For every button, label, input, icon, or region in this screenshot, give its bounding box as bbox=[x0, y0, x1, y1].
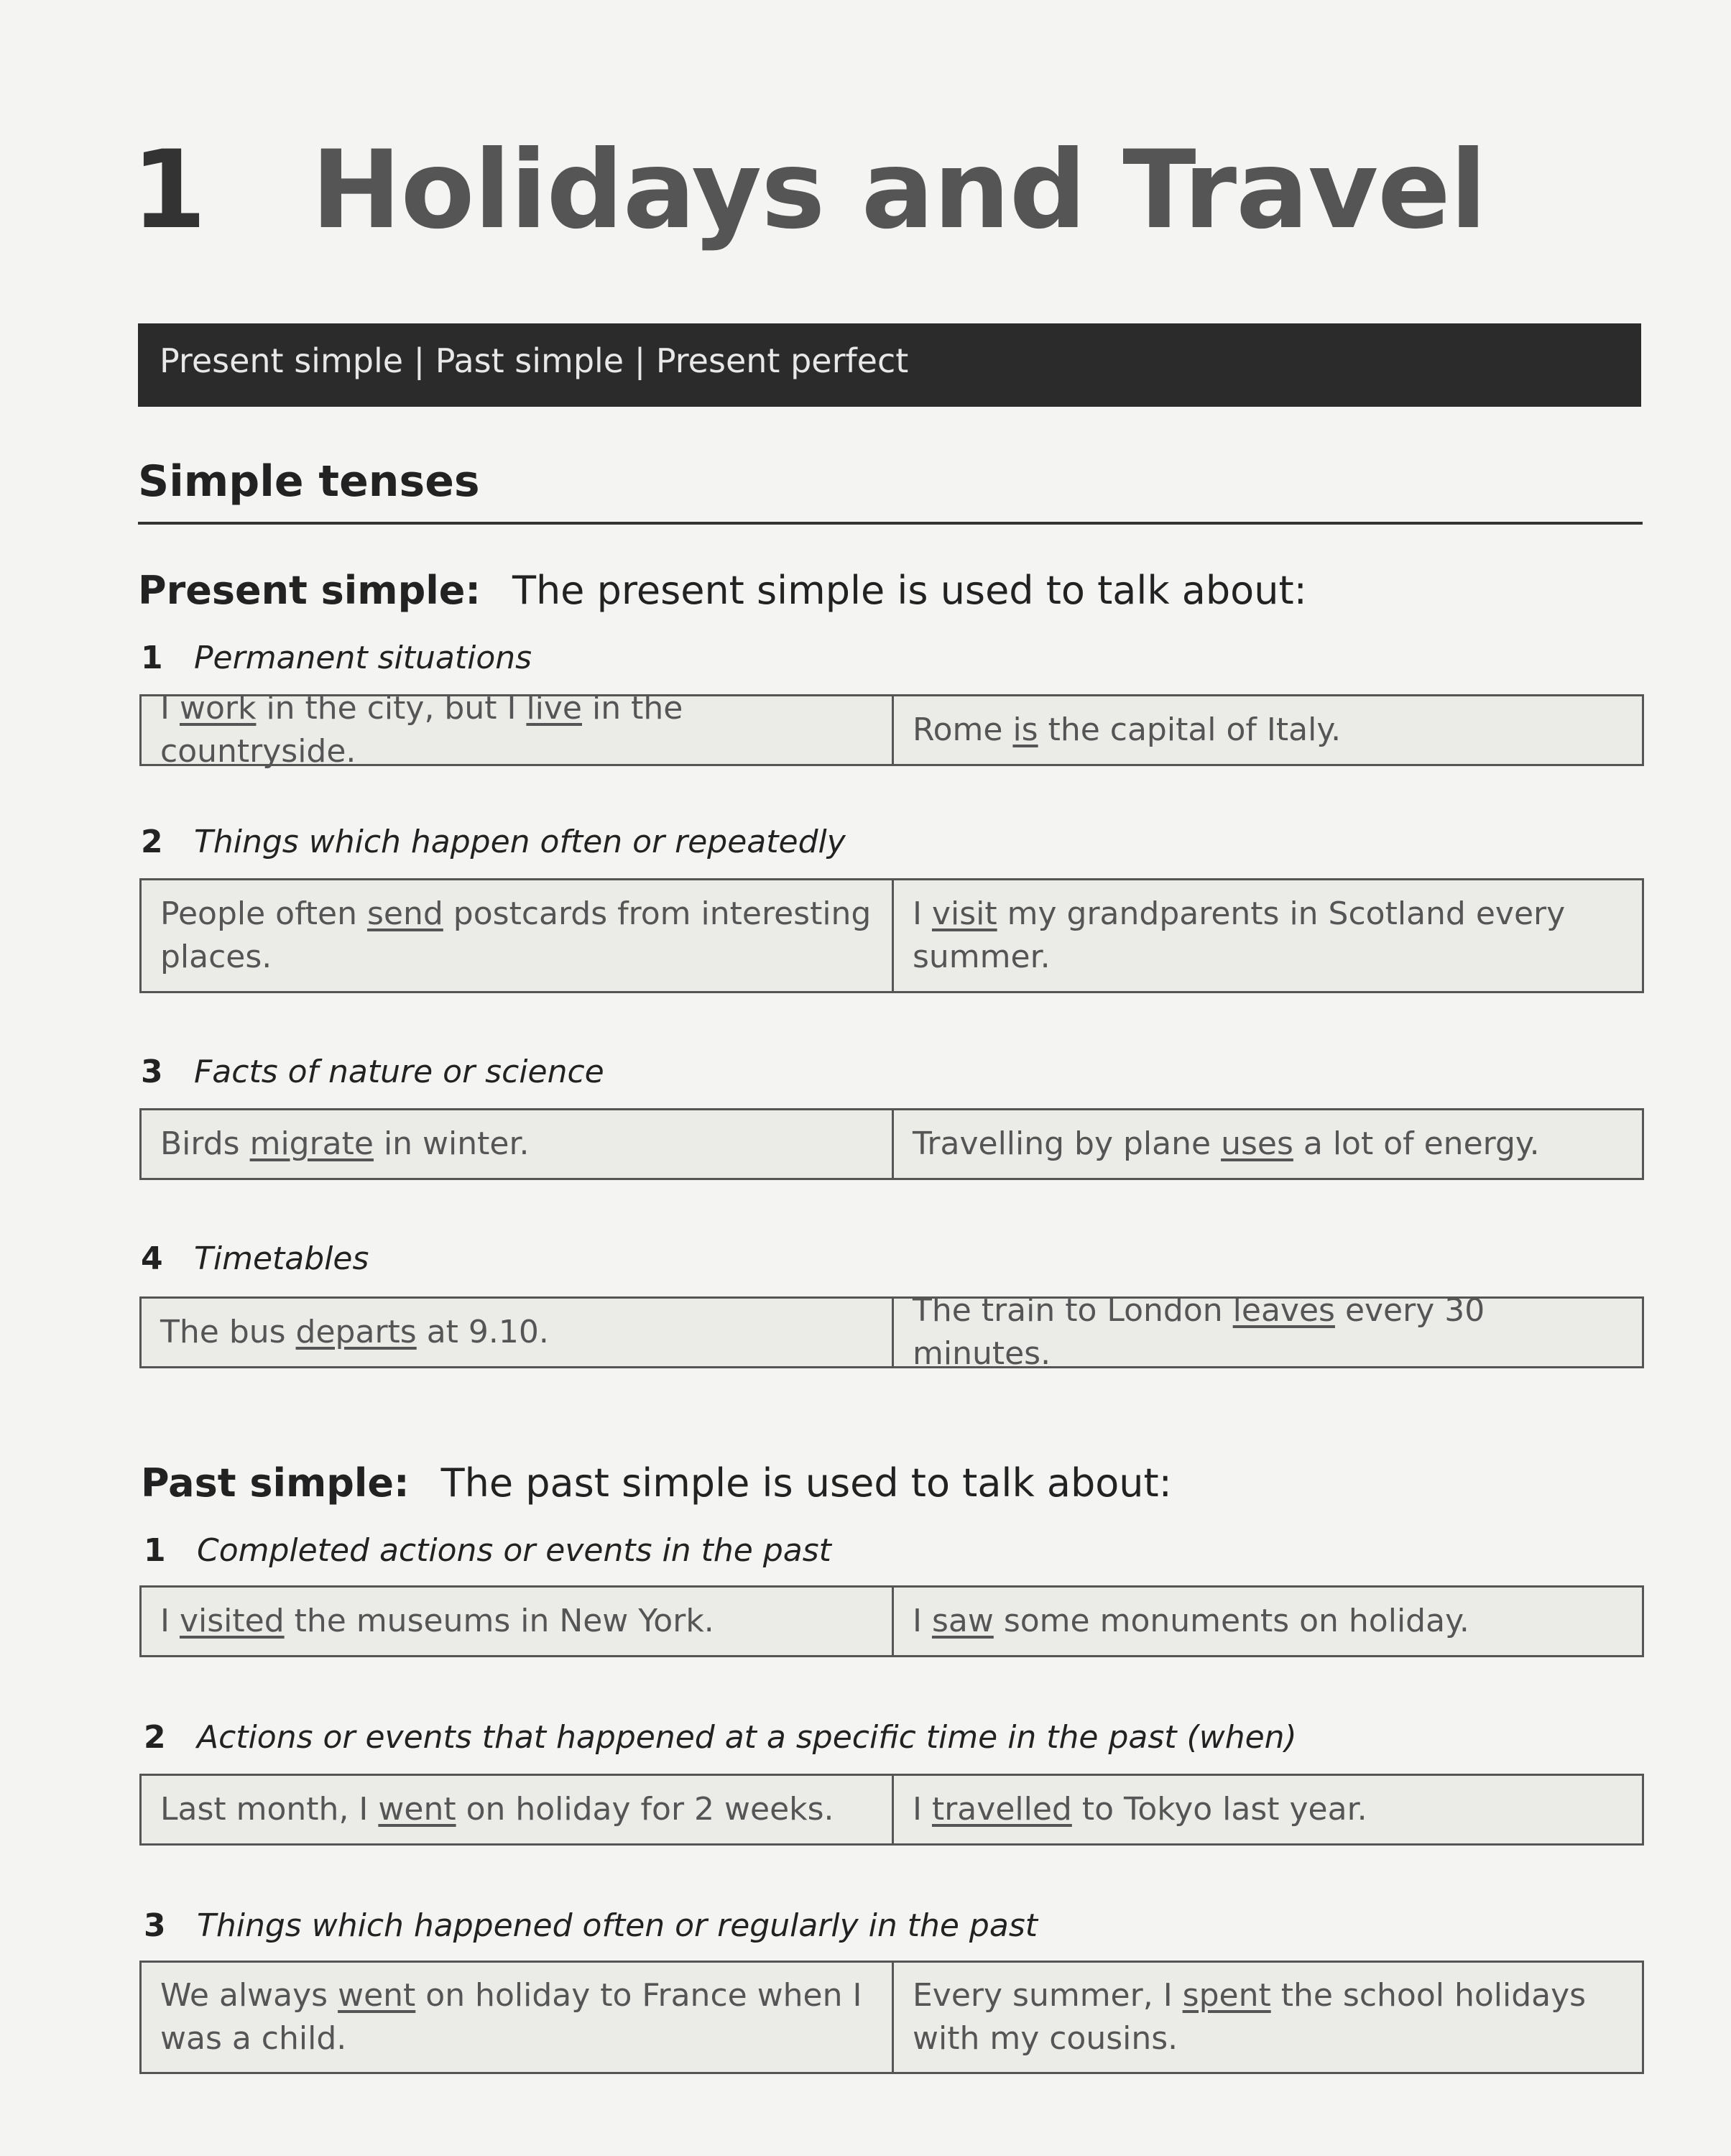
sentence-text bbox=[160, 1600, 714, 1643]
highlighted-verb: live bbox=[526, 690, 582, 727]
sentence-text bbox=[913, 1123, 1540, 1166]
sentence-fragment: in the countryside. bbox=[160, 690, 683, 770]
past-item-2-examples bbox=[139, 1774, 1644, 1846]
item-number: 2 bbox=[141, 824, 163, 860]
sentence-text bbox=[160, 1123, 530, 1166]
example-sentence bbox=[892, 880, 1642, 991]
sentence-fragment: I bbox=[913, 1791, 932, 1828]
present-item-4-examples bbox=[139, 1292, 1644, 1372]
sentence-fragment: Rome bbox=[913, 711, 1013, 748]
present-item-4-label bbox=[141, 1240, 369, 1277]
sentence-fragment: People often bbox=[160, 895, 367, 932]
sentence-text bbox=[160, 1974, 873, 2060]
sentence-fragment: I bbox=[160, 1603, 180, 1639]
past-item-1-label bbox=[144, 1532, 831, 1569]
present-item-1-label bbox=[141, 640, 532, 676]
item-number: 3 bbox=[144, 1907, 166, 1944]
example-sentence bbox=[892, 1963, 1642, 2072]
sentence-fragment: Birds bbox=[160, 1125, 250, 1162]
sentence-text bbox=[913, 709, 1341, 752]
present-item-2-examples bbox=[139, 878, 1644, 993]
present-simple-intro: The present simple is used to talk about: bbox=[512, 568, 1307, 613]
highlighted-verb: uses bbox=[1221, 1125, 1293, 1162]
topic-bar: Present simple | Past simple | Present perfect bbox=[138, 323, 1641, 407]
sentence-text bbox=[913, 1289, 1623, 1376]
chapter-title: Holidays and Travel bbox=[311, 128, 1487, 253]
highlighted-verb: migrate bbox=[249, 1125, 374, 1162]
highlighted-verb: leaves bbox=[1232, 1292, 1335, 1329]
sentence-fragment: on holiday for 2 weeks. bbox=[456, 1791, 834, 1828]
present-simple-label: Present simple: bbox=[138, 568, 481, 613]
sentence-fragment: I bbox=[913, 1603, 932, 1639]
sentence-text bbox=[913, 1788, 1367, 1831]
item-description: Completed actions or events in the past bbox=[197, 1532, 831, 1569]
sentence-text bbox=[913, 1600, 1469, 1643]
sentence-text bbox=[913, 1974, 1623, 2060]
item-description: Things which happened often or regularly in the past bbox=[197, 1907, 1038, 1944]
highlighted-verb: travelled bbox=[931, 1791, 1072, 1828]
sentence-fragment: We always bbox=[160, 1977, 338, 2014]
highlighted-verb: is bbox=[1012, 711, 1038, 748]
sentence-fragment: a lot of energy. bbox=[1293, 1125, 1540, 1162]
sentence-fragment: the school holidays with my cousins. bbox=[913, 1977, 1587, 2057]
highlighted-verb: went bbox=[338, 1977, 416, 2014]
example-sentence bbox=[892, 1776, 1642, 1843]
sentence-text bbox=[160, 687, 873, 773]
sentence-fragment: in winter. bbox=[373, 1125, 530, 1162]
item-description: Facts of nature or science bbox=[194, 1054, 604, 1090]
example-sentence bbox=[892, 1292, 1642, 1372]
past-simple-label: Past simple: bbox=[141, 1460, 410, 1506]
example-sentence bbox=[892, 1110, 1642, 1178]
highlighted-verb: departs bbox=[295, 1314, 417, 1350]
item-description: Permanent situations bbox=[194, 640, 532, 676]
highlighted-verb: spent bbox=[1182, 1977, 1271, 2014]
sentence-text bbox=[160, 893, 873, 979]
sentence-fragment: Last month, I bbox=[160, 1791, 379, 1828]
item-description: Actions or events that happened at a specific time in the past (when) bbox=[197, 1719, 1297, 1756]
example-sentence bbox=[142, 1110, 892, 1178]
item-number: 1 bbox=[141, 640, 163, 676]
highlighted-verb: went bbox=[378, 1791, 456, 1828]
past-simple-heading bbox=[141, 1460, 1172, 1506]
item-number: 4 bbox=[141, 1240, 163, 1277]
present-item-2-label bbox=[141, 824, 846, 860]
sentence-text bbox=[160, 1311, 549, 1354]
sentence-fragment: on holiday to France when I was a child. bbox=[160, 1977, 862, 2057]
present-simple-heading bbox=[138, 568, 1307, 613]
item-number: 2 bbox=[144, 1719, 166, 1756]
sentence-fragment: Every summer, I bbox=[913, 1977, 1183, 2014]
item-number: 3 bbox=[141, 1054, 163, 1090]
sentence-fragment: The train to London bbox=[913, 1292, 1233, 1329]
present-item-1-examples bbox=[139, 690, 1644, 770]
sentence-fragment: every 30 minutes. bbox=[913, 1292, 1485, 1372]
chapter-number: 1 bbox=[131, 128, 207, 253]
sentence-fragment: I bbox=[913, 895, 932, 932]
example-sentence bbox=[142, 1299, 892, 1366]
sentence-text bbox=[160, 1788, 834, 1831]
past-item-3-label bbox=[144, 1907, 1038, 1944]
sentence-fragment: I bbox=[160, 690, 180, 727]
sentence-text bbox=[913, 893, 1623, 979]
present-item-3-label bbox=[141, 1054, 604, 1090]
item-description: Timetables bbox=[194, 1240, 369, 1277]
example-sentence bbox=[142, 1963, 892, 2072]
item-description: Things which happen often or repeatedly bbox=[194, 824, 846, 860]
sentence-fragment: postcards from interesting places. bbox=[160, 895, 872, 975]
present-item-3-examples bbox=[139, 1108, 1644, 1180]
past-item-2-label bbox=[144, 1719, 1297, 1756]
section-title: Simple tenses bbox=[138, 456, 480, 507]
example-sentence bbox=[892, 1588, 1642, 1655]
past-item-1-examples bbox=[139, 1585, 1644, 1657]
past-simple-intro: The past simple is used to talk about: bbox=[440, 1460, 1172, 1506]
sentence-fragment: at 9.10. bbox=[416, 1314, 549, 1350]
sentence-fragment: Travelling by plane bbox=[913, 1125, 1222, 1162]
highlighted-verb: send bbox=[367, 895, 443, 932]
example-sentence bbox=[142, 1588, 892, 1655]
example-sentence bbox=[892, 696, 1642, 764]
sentence-fragment: my grandparents in Scotland every summer. bbox=[913, 895, 1566, 975]
item-number: 1 bbox=[144, 1532, 166, 1569]
chapter-heading bbox=[131, 128, 1486, 253]
example-sentence bbox=[142, 1776, 892, 1843]
highlighted-verb: visited bbox=[179, 1603, 285, 1639]
example-sentence bbox=[142, 880, 892, 991]
sentence-fragment: The bus bbox=[160, 1314, 296, 1350]
sentence-fragment: some monuments on holiday. bbox=[993, 1603, 1469, 1639]
highlighted-verb: saw bbox=[931, 1603, 994, 1639]
highlighted-verb: visit bbox=[931, 895, 997, 932]
sentence-fragment: the capital of Italy. bbox=[1038, 711, 1342, 748]
highlighted-verb: work bbox=[179, 690, 257, 727]
past-item-3-examples bbox=[139, 1961, 1644, 2074]
sentence-fragment: in the city, but I bbox=[256, 690, 527, 727]
example-sentence bbox=[142, 690, 892, 770]
section-divider bbox=[138, 522, 1643, 525]
sentence-fragment: the museums in New York. bbox=[284, 1603, 714, 1639]
sentence-fragment: to Tokyo last year. bbox=[1071, 1791, 1367, 1828]
